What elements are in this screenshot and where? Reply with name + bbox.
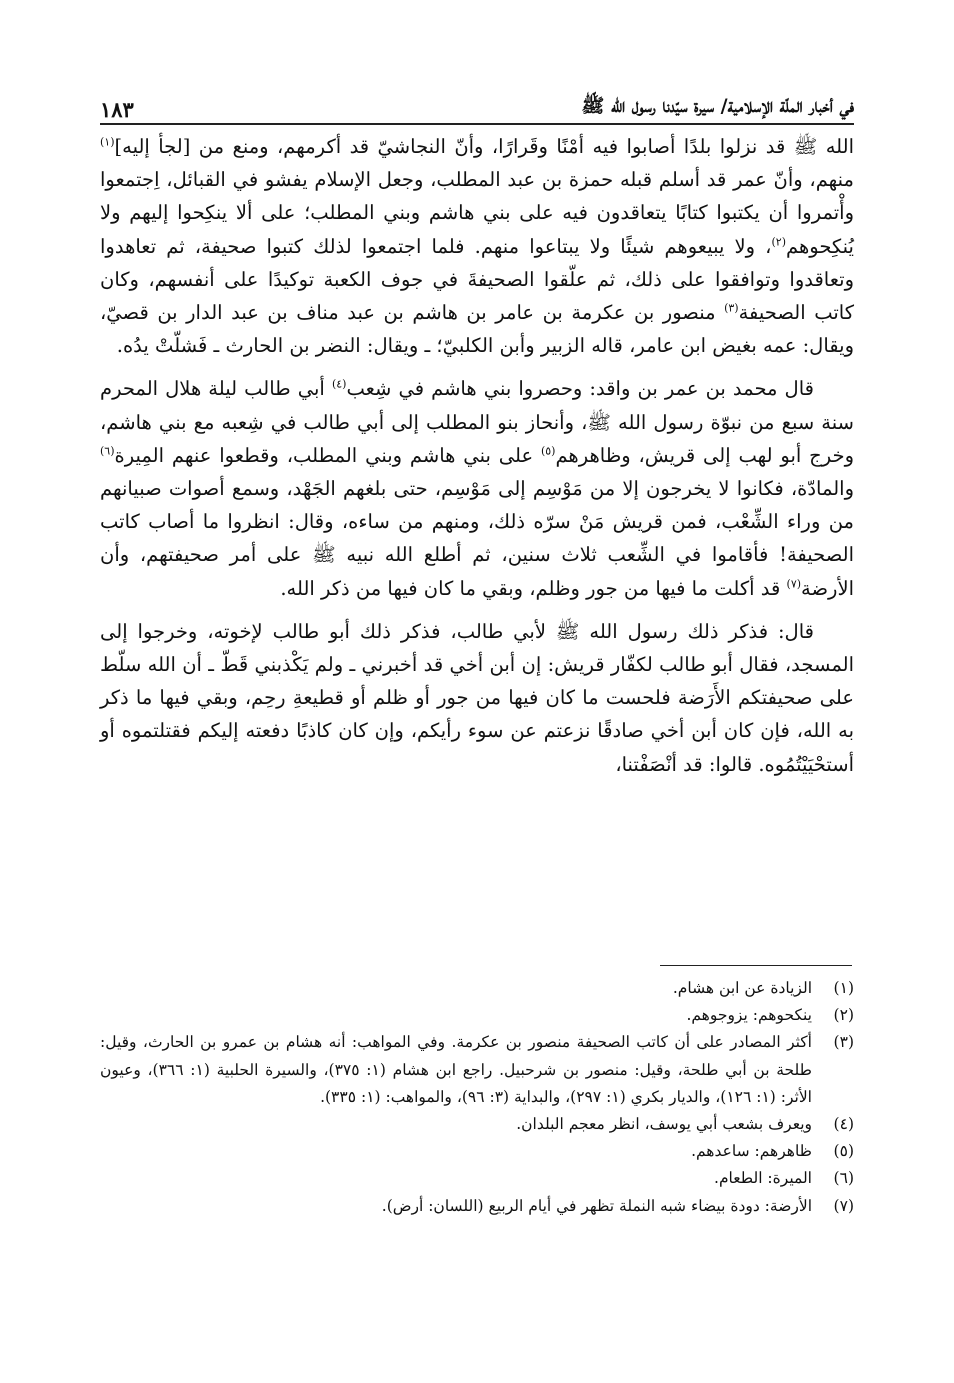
footnote-separator <box>660 965 852 966</box>
footnote-item <box>100 975 854 1002</box>
footnote-marker[interactable]: (٧) <box>786 577 802 591</box>
footnote-text: الزيادة عن ابن هشام. <box>672 979 812 997</box>
header-rule <box>100 123 854 125</box>
body-paragraph <box>100 615 854 781</box>
footnote-item <box>100 1193 854 1220</box>
footnote-number: (٢) <box>833 1006 854 1025</box>
footnote-item <box>100 1002 854 1029</box>
body-text-run: أبي طالب ليلة هلال المحرم سنة سبع من نبوّة رسول الله ﷺ، وأنحاز بنو المطلب إلى أبي طالب في شِعبه مع بني هاشم، وخرج أبو لهب إلى قريش، وظاهرهم <box>100 377 855 467</box>
footnote-text: أكثر المصادر على أن كاتب الصحيفة منصور بن عكرمة. وفي المواهب: أنه هشام بن عمرو بن الحارث، وقيل: طلحة بن أبي طلحة، وقيل: منصور بن شرحبيل. راجع ابن هشام (١: ٣٧٥)، والسيرة الحلبية (١: ٣٦٦)، وعيون الأثر: (١: ١٢٦)، والديار بكري (١: ٢٩٧)، والبداية (٣: ٩٦)، والمواهب: (١: ٣٣٥). <box>100 1033 813 1106</box>
body-text-run: قد أكلت ما فيها من جور وظلم، وبقي ما كان فيها من ذكر الله. <box>280 576 787 600</box>
footnote-number: (٣) <box>833 1033 854 1052</box>
footnote-number: (٧) <box>833 1196 854 1215</box>
footnote-marker[interactable]: (٢) <box>771 235 786 249</box>
running-header <box>100 82 854 122</box>
footnote-text: ويعرف بشعب أبي يوسف، انظر معجم البلدان. <box>516 1115 812 1134</box>
footnotes <box>100 975 854 1220</box>
footnote-number: (٦) <box>833 1169 854 1188</box>
footnote-item <box>100 1029 854 1111</box>
footnote-item <box>100 1165 854 1192</box>
footnote-marker[interactable]: (١) <box>100 135 115 149</box>
body-paragraph <box>100 130 854 362</box>
footnote-text: ينكحوهم: يزوجوهم. <box>686 1006 812 1025</box>
body-text-run: ، ولا يبيعوهم شيئًا ولا يبتاعوا منهم. فلما اجتمعوا لذلك كتبوا صحيفة، ثم تعاهدوا وتعاقدوا وتوافقوا على ذلك، ثم علّقوا الصحيفةَ في جوف الكعبة توكيدًا على أنفسهم، وكان كاتب الصحيفة <box>100 234 854 325</box>
footnote-marker[interactable]: (٣) <box>724 301 739 315</box>
running-title: في أخبار الملّة الإسلامية/ سيرة سيّدنا رسول الله ﷺ <box>581 95 854 117</box>
body-text-run: على بني هاشم وبني المطلب، وقطعوا عنهم المِيرة <box>114 443 541 467</box>
footnote-marker[interactable]: (٥) <box>540 444 556 458</box>
footnote-text: ظاهرهم: ساعدهم. <box>691 1142 812 1161</box>
footnote-marker[interactable]: (٤) <box>331 377 347 391</box>
footnote-text: الأرضة: دودة بيضاء شبه النملة تظهر في أيام الربيع (اللسان: أرض). <box>381 1196 812 1215</box>
main-text <box>100 130 854 791</box>
body-paragraph <box>100 372 854 604</box>
body-text-run: قال: فذكر ذلك رسول الله ﷺ لأبي طالب، فذكر ذلك أبو طالب لإخوته، وخرجوا إلى المسجد، فقال أبو طالب لكفّار قريش: إن أبن أخي قد أخبرني ـ ولم يَكْذبني قَطّ ـ أن الله سلّط على صحيفتكم الأَرَضة فلحست ما كان فيها من جور أو ظلم أو قطيعةِ رحِم، وبقي فيها ما ذكر به الله، فإن كان أبن أخي صادقًا نزعتم عن سوء رأيكم، وإن كان كاذبًا دفعته إليكم فقتلتموه أو أستحْيَيْتُمُوه. قالوا: قد أنْصَفْتنا، <box>100 619 854 776</box>
body-text-run: منهم، وأنّ عمر قد أسلم قبله حمزة بن عبد المطلب، وجعل الإسلام يفشو في القبائل، اِجتمعوا وأْتمروا أن يكتبوا كتابًا يتعاقدون فيه على بني هاشم وبني المطلب؛ على ألا ينكِحوا إليهم ولا يُنكِحوهم <box>100 168 854 258</box>
footnote-item <box>100 1138 854 1165</box>
body-text-run: الله ﷺ قد نزلوا بلدًا أصابوا فيه أمْنًا وقَرارًا، وأنّ النجاشيّ قد أكرمهم، ومنع من [لجأ إليه] <box>114 135 854 158</box>
page-number: ١٨٣ <box>100 97 134 122</box>
footnote-marker[interactable]: (٦) <box>100 444 115 458</box>
body-text-run: قال محمد بن عمر بن واقد: وحصروا بني هاشم في شِعب <box>346 377 814 401</box>
footnote-number: (٥) <box>833 1142 854 1161</box>
body-text-run: والمادّة، فكانوا لا يخرجون إلا من مَوْسِم إلى مَوْسِم، حتى بلغهم الجَهْد، وسمع أصوات صبيانهم من وراء الشِّعْب، فمن قريش مَنْ سرّه ذلك، ومنهم من ساءه، وقال: انظروا ما أصاب كاتب الصحيفة! فأقاموا في الشِّعب ثلاث سنين، ثم أطلع الله نبيه ﷺ على أمر صحيفتهم، وأن الأرضة <box>100 477 854 600</box>
body-text-run: منصور بن عكرمة بن عامر بن هاشم بن عبد مناف بن عبد الدار بن قصيّ، ويقال: عمه بغيض ابن عامر، قاله الزبير وأبن الكلبيّ؛ ـ ويقال: النضر بن الحارث ـ فَشلّتْ يدُه. <box>100 301 854 358</box>
footnote-number: (١) <box>833 979 854 997</box>
footnote-number: (٤) <box>833 1115 854 1134</box>
footnote-item <box>100 1111 854 1138</box>
footnote-text: الميرة: الطعام. <box>714 1169 812 1188</box>
